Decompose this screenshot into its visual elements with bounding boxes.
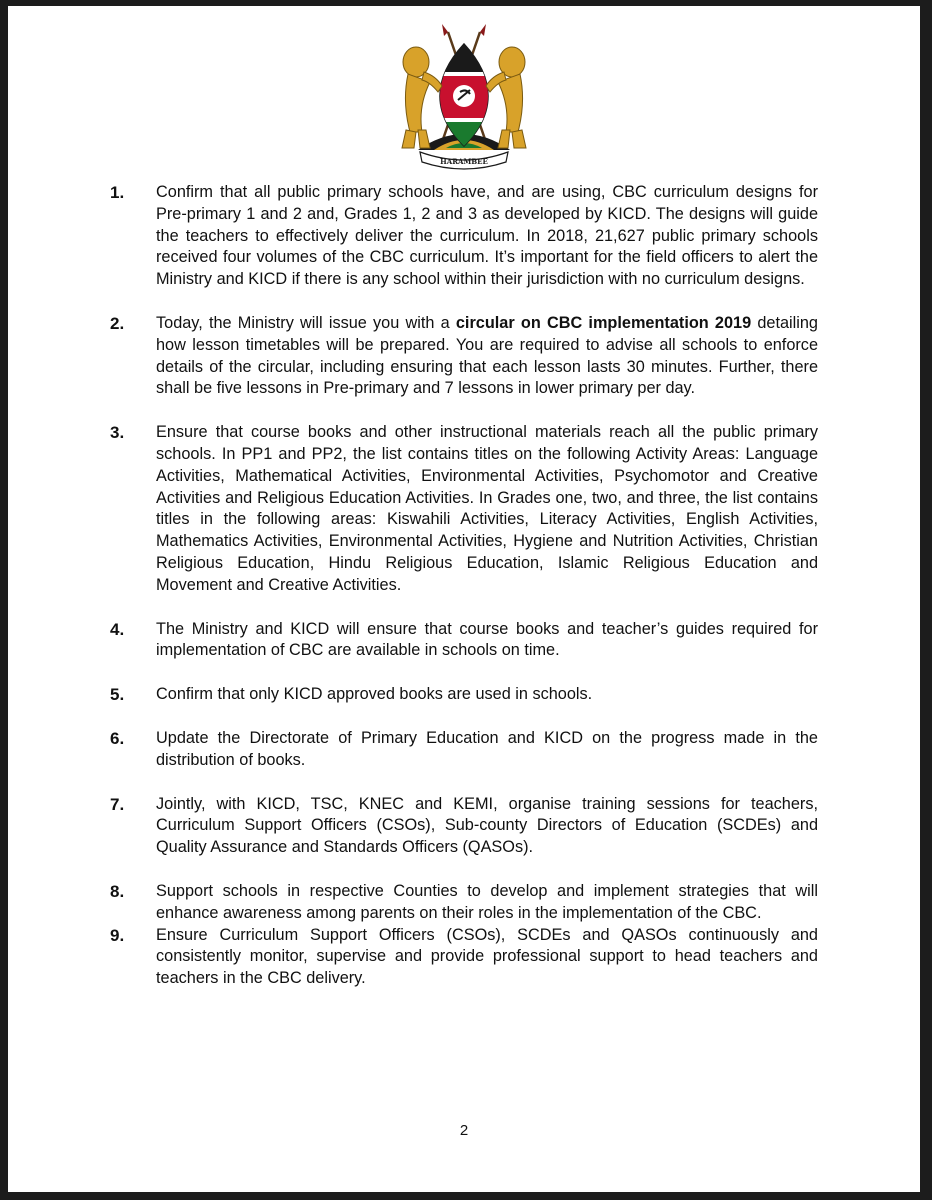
circular-title: circular on CBC implementation 2019 bbox=[455, 313, 752, 332]
item-number: 5. bbox=[110, 685, 125, 705]
list-item bbox=[8, 684, 920, 706]
document-page bbox=[8, 6, 920, 1192]
list-item bbox=[8, 313, 920, 400]
list-item bbox=[8, 619, 920, 663]
kenya-coat-of-arms-icon bbox=[384, 22, 544, 172]
crest-motto: HARAMBEE bbox=[440, 157, 488, 166]
item-text: Confirm that only KICD approved books are used in schools. bbox=[156, 685, 593, 704]
list-item bbox=[8, 182, 920, 291]
item-text: Ensure Curriculum Support Officers (CSOs), SCDEs and QASOs continuously and consistently monitor, supervise and provide professional support to head teachers and teachers in the CBC delivery. bbox=[156, 925, 818, 988]
item-number: 8. bbox=[110, 881, 125, 901]
item-text-part: detailing how lesson timetables will be prepared. You are required to advise all schools to enforce details of the circular, including ensuring that each lesson lasts 30 minutes. Further, there shall be five lessons in Pre-primary and 7 lessons in lower primary per day. bbox=[156, 313, 818, 398]
item-number: 3. bbox=[110, 423, 125, 443]
item-number: 9. bbox=[110, 925, 125, 945]
item-number: 6. bbox=[110, 728, 125, 748]
list-item bbox=[8, 925, 920, 990]
item-text: Confirm that all public primary schools have, and are using, CBC curriculum designs for Pre-primary 1 and 2 and, Grades 1, 2 and 3 as developed by KICD. The designs will guide the teachers to effectively deliver the curriculum. In 2018, 21,627 public primary schools received four volumes of the CBC curriculum. It’s important for the field officers to alert the Ministry and KICD if there is any school within their jurisdiction with no curriculum designs. bbox=[156, 183, 818, 289]
item-text bbox=[156, 313, 818, 400]
item-text: Ensure that course books and other instructional materials reach all the public primary schools. In PP1 and PP2, the list contains titles on the following Activity Areas: Language Activities, Mathematical Activities, Environmental Activities, Psychomotor and Creative Activities and Religious Education Activities. In Grades one, two, and three, the list contains titles in the following areas: Kiswahili Activities, Literacy Activities, English Activities, Mathematics Activities, Environmental Activities, Hygiene and Nutrition Activities, Christian Religious Education, Hindu Religious Education, Islamic Religious Education and Movement and Creative Activities. bbox=[156, 423, 818, 594]
list-item bbox=[8, 794, 920, 859]
list-item bbox=[8, 422, 920, 596]
item-text: Update the Directorate of Primary Education and KICD on the progress made in the distribution of books. bbox=[156, 728, 818, 769]
item-text-part: Today, the Ministry will issue you with a bbox=[156, 313, 456, 332]
item-text: Support schools in respective Counties to develop and implement strategies that will enhance awareness among parents on their roles in the implementation of the CBC. bbox=[156, 881, 818, 922]
list-item bbox=[8, 881, 920, 925]
page-number: 2 bbox=[459, 1122, 469, 1139]
item-number: 1. bbox=[110, 183, 125, 202]
item-text: The Ministry and KICD will ensure that course books and teacher’s guides required for implementation of CBC are available in schools on time. bbox=[156, 619, 818, 660]
item-number: 7. bbox=[110, 794, 125, 814]
list-item bbox=[8, 728, 920, 772]
numbered-list bbox=[8, 182, 920, 1012]
item-number: 2. bbox=[110, 313, 125, 333]
item-text: Jointly, with KICD, TSC, KNEC and KEMI, organise training sessions for teachers, Curriculum Support Officers (CSOs), Sub-county Directors of Education (SCDEs) and Quality Assurance and Standards Officers (QASOs). bbox=[156, 794, 818, 857]
item-number: 4. bbox=[110, 619, 125, 639]
